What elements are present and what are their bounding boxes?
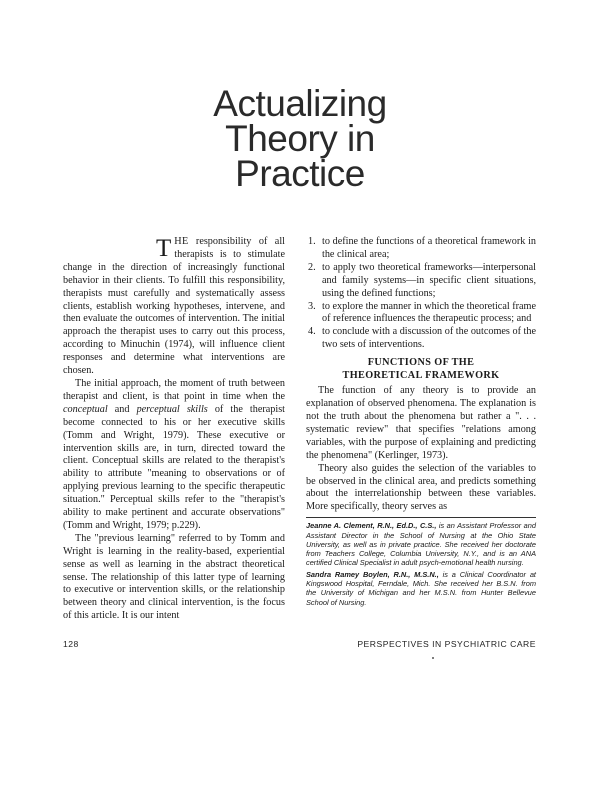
aims-list-item: 3. to explore the manner in which the theoretical frame of reference influences the therapeutic process; and [308,300,536,325]
scan-speck [432,657,434,659]
section-heading [306,357,536,382]
right-column [306,236,536,609]
intro-paragraph [63,236,285,378]
bio-divider [306,517,536,518]
body-paragraph-3: The "previous learning" referred to by Tomm and Wright is learning in the reality-based, experiential sense as well as learning in the abstract theoretical sense. The relationship of this latter type of learning to executive or intervention skills, or the relationship between theory and clinical intervention, is the focus of this article. It is our intent [63,532,285,622]
intro-text: responsibility of all therapists is to stimulate change in the direction of increasingly functional behavior in their clients. To fulfill this responsibility, therapists must carefully and systematically assess clients, establish working hypotheses, intervene, and then evaluate the outcomes of intervention. The initial approach the therapist uses to carry out this process, according to Minuchin (1974), will influence client responses and determine what interventions are chosen. [63,236,285,377]
section-paragraph-1: The function of any theory is to provide an explanation of observed phenomena. The explanation is not the truth about the phenomena but rather a ". . . systematic review" that specifies "relations among variables, with the purpose of explaining and predicting the phenomena" (Kerlinger, 1973). [306,385,536,461]
heading-line-2: THEORETICAL FRAMEWORK [342,369,500,381]
aims-list-item: 2. to apply two theoretical frameworks—interpersonal and family systems—in specific client situations, using the defined functions; [308,261,536,299]
left-column [63,236,285,623]
journal-name: PERSPECTIVES IN PSYCHIATRIC CARE [357,639,536,649]
title-line-2: Theory in [225,118,375,159]
body-paragraph-2: The initial approach, the moment of truth between therapist and client, is that point in time when the conceptual and perceptual skills of the therapist become connected to his or her executive skills (Tomm and Wright, 1979). These executive or intervention skills are, in turn, directed toward the client. Conceptual skills are related to the therapist's ability to attribute "meaning to observations or of applying previous learning to the specific therapeutic situation." Perceptual skills refer to the "therapist's ability to make pertinent and accurate observations" (Tomm and Wright, 1979; p.229). [63,377,285,531]
page-number: 128 [63,639,79,649]
perceptual-term: perceptual skills [136,403,208,415]
article-title [150,83,450,194]
conceptual-term: conceptual [63,403,108,415]
author-name: Jeanne A. Clement, R.N., Ed.D., C.S., [306,521,437,531]
first-word-caps: HE [174,236,189,247]
author-bio: Sandra Ramey Boylen, R.N., M.S.N., is a Clinical Coordinator at Kingswood Hospital, Ferndale, Mich. She received her B.S.N. from the University of Michigan and her M.S.N. from Hunter Bellevue School of Nursing. [306,569,536,607]
author-bio: Jeanne A. Clement, R.N., Ed.D., C.S., is an Assistant Professor and Assistant Director in the School of Nursing at the Ohio State University, as well as in private practice. She received her doctorate from Teachers College, Columbia University, N.Y., and is an ANA certified Clinical Specialist in adult psych-emotional health nursing. [306,521,536,568]
title-line-3: Practice [235,153,365,194]
author-name: Sandra Ramey Boylen, R.N., M.S.N., [306,569,439,579]
drop-cap: T [156,235,172,262]
section-paragraph-2: Theory also guides the selection of the variables to be observed in the clinical area, and predicts something about the interrelationship between these variables. More specifically, theory serves as [306,462,536,513]
aims-list [306,236,536,352]
heading-line-1: FUNCTIONS OF THE [367,357,475,369]
aims-list-item: 1. to define the functions of a theoretical framework in the clinical area; [308,236,536,260]
title-line-1: Actualizing [213,83,387,124]
aims-list-item: 4. to conclude with a discussion of the outcomes of the two sets of interventions. [308,326,536,351]
